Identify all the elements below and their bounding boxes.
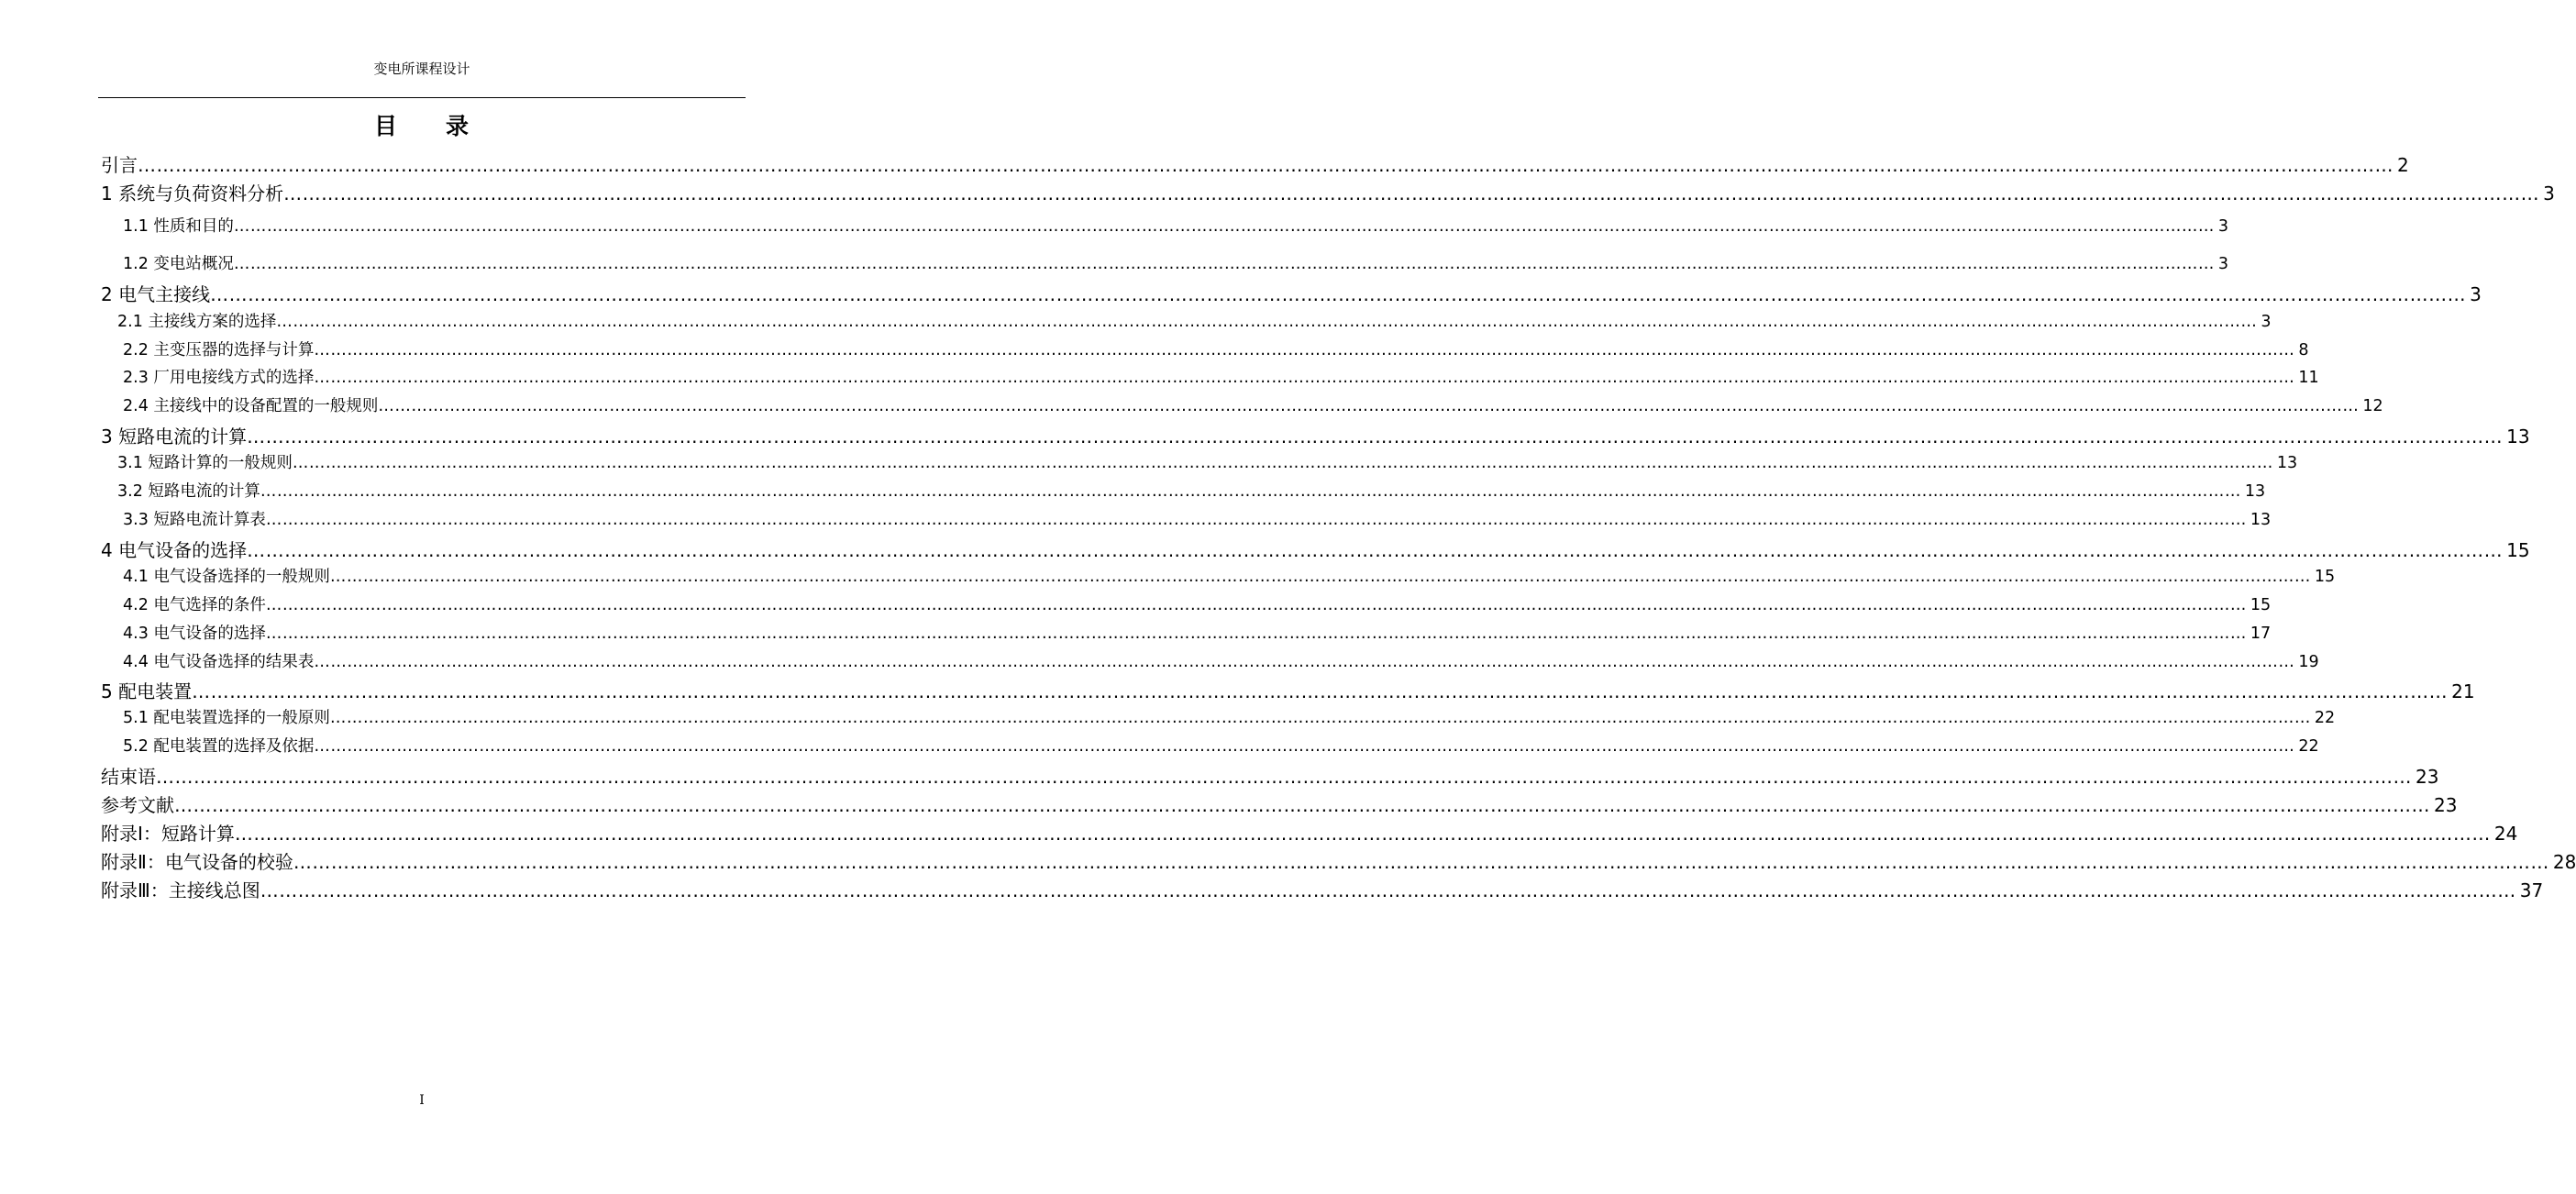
toc-entry-label: 3.1 短路计算的一般规则 <box>117 454 293 472</box>
toc-entry-label: 5.1 配电装置选择的一般原则 <box>123 709 330 727</box>
toc-dot-leader: ……………………………………………………………………………………………………………………………………………………………………………………………………………………………………………………………………………………………………………………………… <box>260 482 2241 501</box>
toc-entry[interactable] <box>101 422 2530 448</box>
toc-entry-label: 附录Ⅲ：主接线总图 <box>101 879 260 901</box>
toc-entry-page: 28 <box>2552 851 2576 873</box>
toc-dot-leader: ……………………………………………………………………………………………………………………………………………………………………………………………………………………………………………………………………………………………………………………………… <box>329 709 2311 727</box>
toc-entry-page: 23 <box>2434 794 2458 816</box>
toc-dot-leader: ……………………………………………………………………………………………………………………………………………………………………………………………………………………………………………………………………………………………………………………………… <box>265 511 2247 529</box>
toc-dot-leader: ……………………………………………………………………………………………………………………………………………………………………………………………………………………………………………………………………………………………………………………………… <box>314 737 2295 756</box>
toc-dot-leader: ……………………………………………………………………………………………………………………………………………………………………………………………………………………………………………………………………………………………………………………………… <box>265 596 2247 614</box>
toc-entry-page: 15 <box>2506 539 2530 561</box>
toc-dot-leader: ……………………………………………………………………………………………………………………………………………………………………………………………………………………………………………………………………………………………………………………………… <box>247 426 2504 448</box>
toc-dot-leader: ……………………………………………………………………………………………………………………………………………………………………………………………………………………………………………………………………………………………………………………………… <box>156 766 2412 788</box>
toc-entry-page: 13 <box>2250 511 2272 529</box>
toc-entry-label: 2.2 主变压器的选择与计算 <box>123 341 315 359</box>
toc-dot-leader: ……………………………………………………………………………………………………………………………………………………………………………………………………………………………………………………………………………………………………………………………… <box>293 851 2549 873</box>
toc-title-part2: 录 <box>446 113 470 139</box>
toc-entry-label: 5.2 配电装置的选择及依据 <box>123 737 315 756</box>
toc-entry-page: 13 <box>2244 482 2266 501</box>
toc-entry[interactable] <box>101 847 2576 874</box>
toc-entry-label: 附录Ⅰ：短路计算 <box>101 823 235 845</box>
toc-entry-label: 结束语 <box>101 766 156 788</box>
toc-entry-page: 3 <box>2217 217 2229 236</box>
toc-entry-page: 22 <box>2314 709 2336 727</box>
toc-entry-page: 22 <box>2298 737 2319 756</box>
toc-entry-label: 1 系统与负荷资料分析 <box>101 182 284 205</box>
toc-entry-label: 附录Ⅱ：电气设备的校验 <box>101 851 293 873</box>
toc-entry-label: 2.4 主接线中的设备配置的一般规则 <box>123 397 379 415</box>
toc-entry[interactable] <box>117 450 2298 473</box>
toc-dot-leader: ……………………………………………………………………………………………………………………………………………………………………………………………………………………………………………………………………………………………………………………………… <box>283 182 2540 205</box>
toc-entry-page: 19 <box>2298 653 2319 671</box>
toc-entry[interactable] <box>123 393 2383 416</box>
toc-dot-leader: ……………………………………………………………………………………………………………………………………………………………………………………………………………………………………………………………………………………………………………………………… <box>138 154 2394 176</box>
toc-entry-label: 引言 <box>101 154 138 176</box>
toc-entry-label: 4.3 电气设备的选择 <box>123 625 266 643</box>
toc-entry[interactable] <box>123 507 2272 530</box>
toc-dot-leader: ……………………………………………………………………………………………………………………………………………………………………………………………………………………………………………………………………………………………………………………………… <box>329 568 2311 586</box>
toc-entry[interactable] <box>117 309 2272 332</box>
toc-dot-leader: ……………………………………………………………………………………………………………………………………………………………………………………………………………………………………………………………………………………………………………………………… <box>233 217 2215 236</box>
toc-entry-page: 17 <box>2250 625 2272 643</box>
toc-dot-leader: ……………………………………………………………………………………………………………………………………………………………………………………………………………………………………………………………………………………………………………………………… <box>260 879 2516 901</box>
toc-entry-label: 5 配电装置 <box>101 680 193 702</box>
toc-entry-label: 2 电气主接线 <box>101 283 211 305</box>
toc-entry[interactable] <box>123 365 2319 388</box>
toc-dot-leader: ……………………………………………………………………………………………………………………………………………………………………………………………………………………………………………………………………………………………………………………………… <box>276 313 2258 331</box>
toc-title-part1: 目 <box>373 113 398 139</box>
toc-entry[interactable] <box>123 705 2336 728</box>
toc-entry-page: 3 <box>2217 255 2229 273</box>
toc-entry[interactable] <box>123 251 2229 274</box>
toc-entry-page: 13 <box>2506 426 2530 448</box>
toc-entry-label: 2.1 主接线方案的选择 <box>117 313 277 331</box>
header-rule <box>98 97 746 98</box>
toc-entry-label: 4.2 电气选择的条件 <box>123 596 266 614</box>
toc-dot-leader: ……………………………………………………………………………………………………………………………………………………………………………………………………………………………………………………………………………………………………………………………… <box>192 680 2449 702</box>
toc-entry[interactable] <box>101 179 2555 205</box>
toc-dot-leader: ……………………………………………………………………………………………………………………………………………………………………………………………………………………………………………………………………………………………………………………………… <box>233 255 2215 273</box>
toc-entry[interactable] <box>123 592 2272 615</box>
toc-entry-page: 23 <box>2416 766 2439 788</box>
toc-entry-page: 15 <box>2314 568 2336 586</box>
toc-entry-page: 2 <box>2397 154 2409 176</box>
toc-entry[interactable] <box>123 734 2319 757</box>
toc-entry[interactable] <box>101 280 2482 306</box>
toc-entry[interactable] <box>101 876 2544 902</box>
toc-entry-page: 3 <box>2543 182 2555 205</box>
toc-entry[interactable] <box>123 214 2229 237</box>
toc-entry[interactable] <box>101 790 2458 817</box>
toc-entry[interactable] <box>117 479 2266 502</box>
toc-dot-leader: ……………………………………………………………………………………………………………………………………………………………………………………………………………………………………………………………………………………………………………………………… <box>314 341 2295 359</box>
toc-entry[interactable] <box>101 819 2518 846</box>
toc-dot-leader: ……………………………………………………………………………………………………………………………………………………………………………………………………………………………………………………………………………………………………………………………… <box>247 539 2504 561</box>
toc-entry-label: 1.2 变电站概况 <box>123 255 234 273</box>
toc-dot-leader: ……………………………………………………………………………………………………………………………………………………………………………………………………………………………………………………………………………………………………………………………… <box>292 454 2273 472</box>
toc-entry-label: 2.3 厂用电接线方式的选择 <box>123 369 315 387</box>
toc-entry-label: 4.4 电气设备选择的结果表 <box>123 653 315 671</box>
toc-entry[interactable] <box>123 337 2309 360</box>
toc-entry-page: 3 <box>2261 313 2272 331</box>
toc-entry-label: 3 短路电流的计算 <box>101 426 248 448</box>
toc-entry-page: 12 <box>2362 397 2383 415</box>
toc-entry-label: 4.1 电气设备选择的一般规则 <box>123 568 330 586</box>
toc-entry[interactable] <box>123 649 2319 672</box>
toc-entry-label: 参考文献 <box>101 794 174 816</box>
toc-entry-label: 1.1 性质和目的 <box>123 217 234 236</box>
toc-entry[interactable] <box>123 564 2336 587</box>
toc-entry-page: 8 <box>2298 341 2309 359</box>
toc-entry[interactable] <box>101 150 2409 177</box>
toc-dot-leader: ……………………………………………………………………………………………………………………………………………………………………………………………………………………………………………………………………………………………………………………………… <box>378 397 2360 415</box>
page-header: 变电所课程设计 <box>373 61 470 77</box>
toc-entry-page: 37 <box>2519 879 2544 901</box>
toc-entry-label: 3.2 短路电流的计算 <box>117 482 260 501</box>
toc-entry-page: 11 <box>2298 369 2319 387</box>
toc-dot-leader: ……………………………………………………………………………………………………………………………………………………………………………………………………………………………………………………………………………………………………………………………… <box>234 823 2491 845</box>
toc-entry[interactable] <box>101 536 2530 562</box>
toc-dot-leader: ……………………………………………………………………………………………………………………………………………………………………………………………………………………………………………………………………………………………………………………………… <box>314 653 2295 671</box>
page-number: I <box>419 1093 425 1108</box>
toc-entry-page: 3 <box>2470 283 2482 305</box>
toc-entry-label: 3.3 短路电流计算表 <box>123 511 266 529</box>
toc-dot-leader: ……………………………………………………………………………………………………………………………………………………………………………………………………………………………………………………………………………………………………………………………… <box>314 369 2295 387</box>
toc-entry[interactable] <box>101 677 2475 703</box>
toc-entry-label: 4 电气设备的选择 <box>101 539 248 561</box>
toc-title <box>0 108 844 141</box>
toc-entry[interactable] <box>101 762 2439 789</box>
toc-entry-page: 24 <box>2493 823 2518 845</box>
toc-dot-leader: ……………………………………………………………………………………………………………………………………………………………………………………………………………………………………………………………………………………………………………………………… <box>210 283 2467 305</box>
toc-entry-page: 15 <box>2250 596 2272 614</box>
toc-entry[interactable] <box>123 621 2272 644</box>
toc-entry-page: 13 <box>2276 454 2298 472</box>
toc-dot-leader: ……………………………………………………………………………………………………………………………………………………………………………………………………………………………………………………………………………………………………………………………… <box>174 794 2430 816</box>
toc-entry-page: 21 <box>2451 680 2475 702</box>
toc-dot-leader: ……………………………………………………………………………………………………………………………………………………………………………………………………………………………………………………………………………………………………………………………… <box>265 625 2247 643</box>
